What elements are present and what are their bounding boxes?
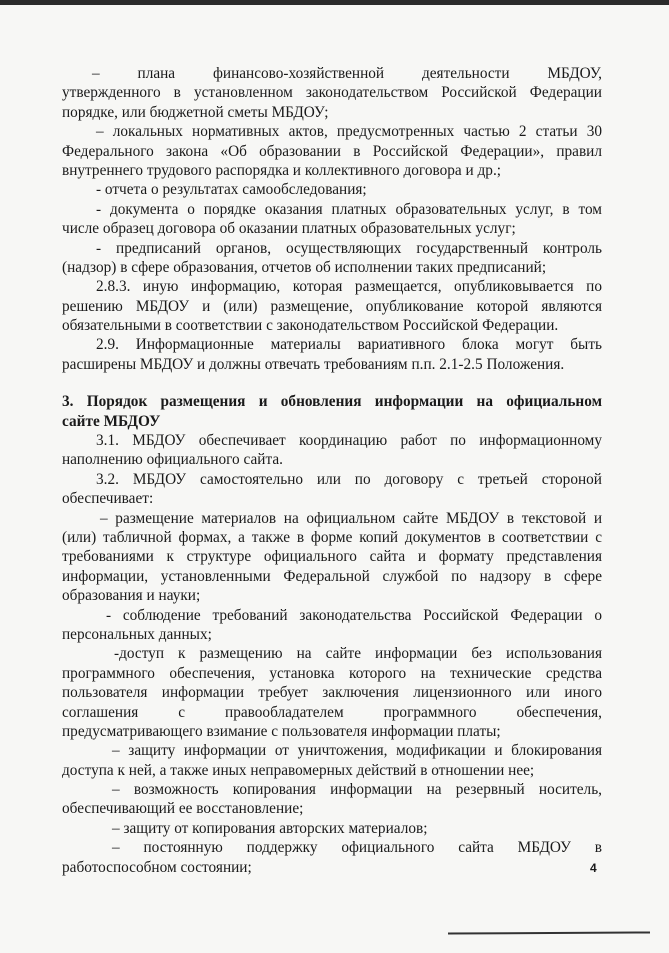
text-line: – защиту от копирования авторских материалов; [112,819,428,837]
text-line: обязательными в соответствии с законодательством Российской Федерации. [62,317,559,335]
text-line: требованиями к структуре официального сайта и формату представления [62,548,602,566]
text-line: образования и науки; [62,587,201,605]
text-line: порядке, или бюджетной сметы МБДОУ; [62,103,329,121]
text-line: – плана финансово-хозяйственной деятельности МБДОУ, [92,65,602,82]
text-line: обеспечивает: [62,490,154,508]
text-line: – постоянную поддержку официального сайта МБДОУ в [112,839,602,857]
scan-bottom-line [448,931,650,934]
text-line: обеспечивающий ее восстановление; [62,800,304,818]
text-line: (надзор) в сфере образования, отчетов об исполнении таких предписаний; [62,258,547,276]
text-line: решению МБДОУ и (или) размещение, опубликование которой являются [62,297,602,315]
section-3-body [62,431,602,877]
text-line: Федерального закона «Об образовании в Российской Федерации», правил [62,142,602,160]
document-page [62,64,602,877]
section-3-heading [62,392,602,431]
text-line: работоспособном состоянии; [62,858,252,876]
page-number: 4 [590,861,597,875]
text-line: 2.9. Информационные материалы вариативного блока могут быть [96,336,602,354]
section-gap [62,374,602,392]
text-line: (или) табличной формах, а также в форме копий документов в соответствии с [62,528,602,546]
section-2-continuation [62,64,602,374]
text-line: 3.1. МБДОУ обеспечивает координацию работ по информационному [96,432,602,450]
text-line: 3.2. МБДОУ самостоятельно или по договору с третьей стороной [96,470,602,488]
text-line: доступа к ней, а также иных неправомерных действий в отношении нее; [62,761,535,779]
text-line: расширены МБДОУ и должны отвечать требованиям п.п. 2.1-2.5 Положения. [62,355,565,373]
text-line: числе образец договора об оказании платных образовательных услуг; [62,220,516,238]
text-line: - отчета о результатах самообследования; [96,181,367,199]
text-line: предусматривающего взимание с пользователя информации платы; [62,722,501,740]
text-line: – локальных нормативных актов, предусмотренных частью 2 статьи 30 [96,123,602,141]
text-line: наполнению официального сайта. [62,451,283,469]
heading-line: сайте МБДОУ [62,412,161,430]
text-line: – защиту информации от уничтожения, модификации и блокирования [112,742,602,760]
text-line: внутреннего трудового распорядка и коллективного договора и др.; [62,161,502,179]
text-line: - соблюдение требований законодательства Российской Федерации о [106,606,602,624]
text-line: – размещение материалов на официальном сайте МБДОУ в текстовой и [100,509,602,527]
text-line: – возможность копирования информации на резервный носитель, [112,781,602,799]
text-line: пользователя информации требует заключения лицензионного или иного [62,684,602,702]
text-line: персональных данных; [62,625,212,643]
text-line: утвержденного в установленном законодательством Российской Федерации [62,84,602,102]
scan-top-edge [0,0,669,5]
heading-line: 3. Порядок размещения и обновления информации на официальном [62,393,602,411]
text-line: 2.8.3. иную информацию, которая размещается, опубликовывается по [96,278,602,296]
text-line: - документа о порядке оказания платных образовательных услуг, в том [96,200,602,218]
text-line: -доступ к размещению на сайте информации без использования [114,645,602,663]
text-line: соглашения с правообладателем программного обеспечения, [62,703,602,721]
text-line: - предписаний органов, осуществляющих государственный контроль [96,239,602,257]
text-line: программного обеспечения, установка которого на технические средства [62,664,602,682]
text-line: информации, установленными Федеральной службой по надзору в сфере [62,567,602,585]
